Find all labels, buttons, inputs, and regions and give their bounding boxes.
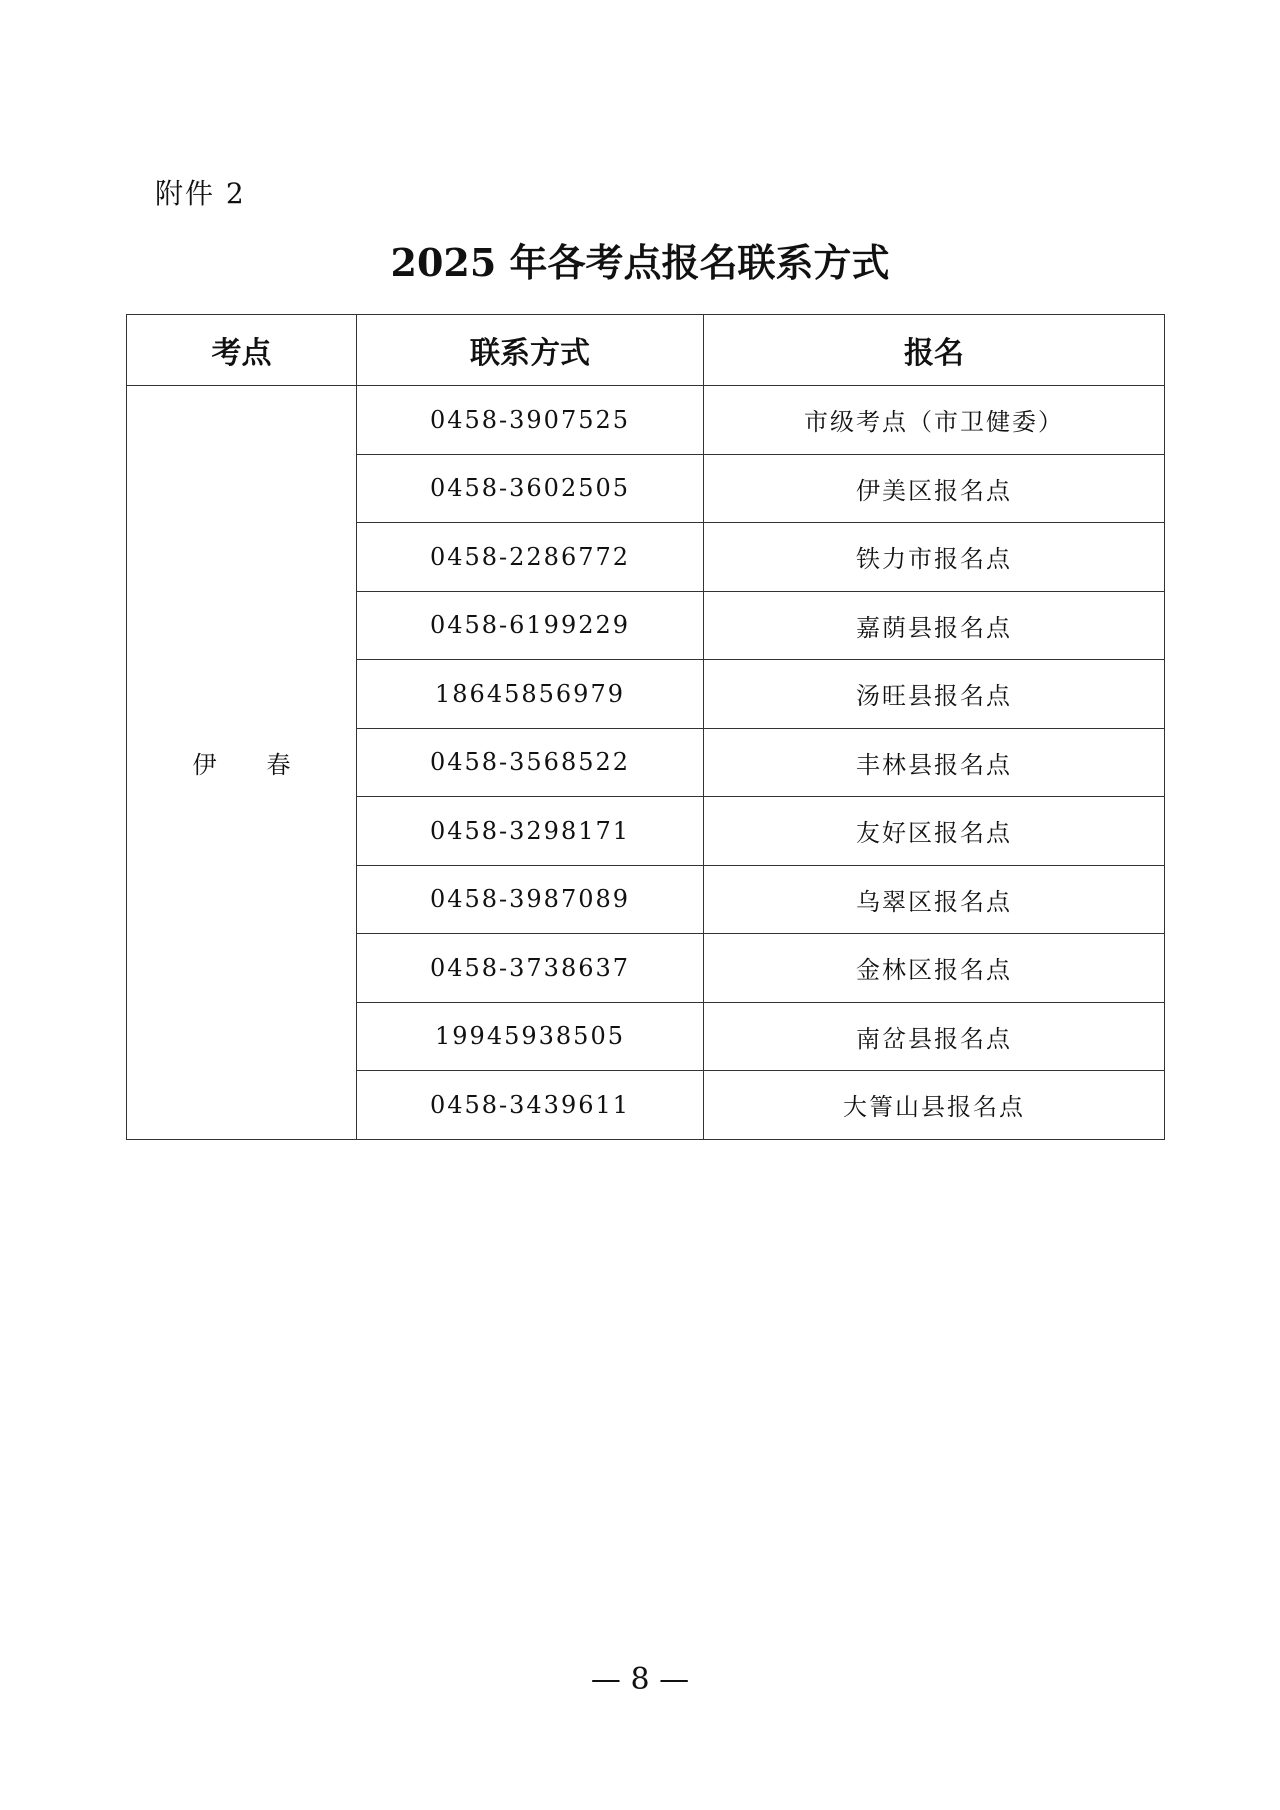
registration-point-cell: 南岔县报名点 bbox=[704, 1002, 1165, 1071]
page-number: — 8 — bbox=[590, 1662, 690, 1697]
registration-point-cell: 嘉荫县报名点 bbox=[704, 591, 1165, 660]
registration-point-cell: 乌翠区报名点 bbox=[704, 865, 1165, 934]
registration-point-cell: 市级考点（市卫健委） bbox=[704, 386, 1165, 455]
registration-point-cell: 铁力市报名点 bbox=[704, 523, 1165, 592]
phone-cell: 18645856979 bbox=[357, 660, 704, 729]
header-site: 考点 bbox=[127, 315, 357, 386]
site-cell: 伊春 bbox=[127, 386, 357, 1140]
header-registration: 报名 bbox=[704, 315, 1165, 386]
registration-point-cell: 大箐山县报名点 bbox=[704, 1071, 1165, 1140]
phone-cell: 0458-3568522 bbox=[357, 728, 704, 797]
phone-cell: 0458-3987089 bbox=[357, 865, 704, 934]
table-header-row bbox=[127, 315, 1165, 386]
phone-cell: 0458-3439611 bbox=[357, 1071, 704, 1140]
registration-point-cell: 友好区报名点 bbox=[704, 797, 1165, 866]
phone-cell: 0458-6199229 bbox=[357, 591, 704, 660]
phone-cell: 19945938505 bbox=[357, 1002, 704, 1071]
page-title: 2025 年各考点报名联系方式 bbox=[390, 240, 890, 285]
registration-point-cell: 金林区报名点 bbox=[704, 934, 1165, 1003]
header-contact: 联系方式 bbox=[357, 315, 704, 386]
phone-cell: 0458-3602505 bbox=[357, 454, 704, 523]
registration-point-cell: 汤旺县报名点 bbox=[704, 660, 1165, 729]
contact-table bbox=[126, 314, 1165, 1140]
registration-point-cell: 丰林县报名点 bbox=[704, 728, 1165, 797]
attachment-label: 附件 2 bbox=[155, 177, 246, 210]
phone-cell: 0458-2286772 bbox=[357, 523, 704, 592]
phone-cell: 0458-3738637 bbox=[357, 934, 704, 1003]
phone-cell: 0458-3907525 bbox=[357, 386, 704, 455]
phone-cell: 0458-3298171 bbox=[357, 797, 704, 866]
table-row bbox=[127, 386, 1165, 455]
registration-point-cell: 伊美区报名点 bbox=[704, 454, 1165, 523]
